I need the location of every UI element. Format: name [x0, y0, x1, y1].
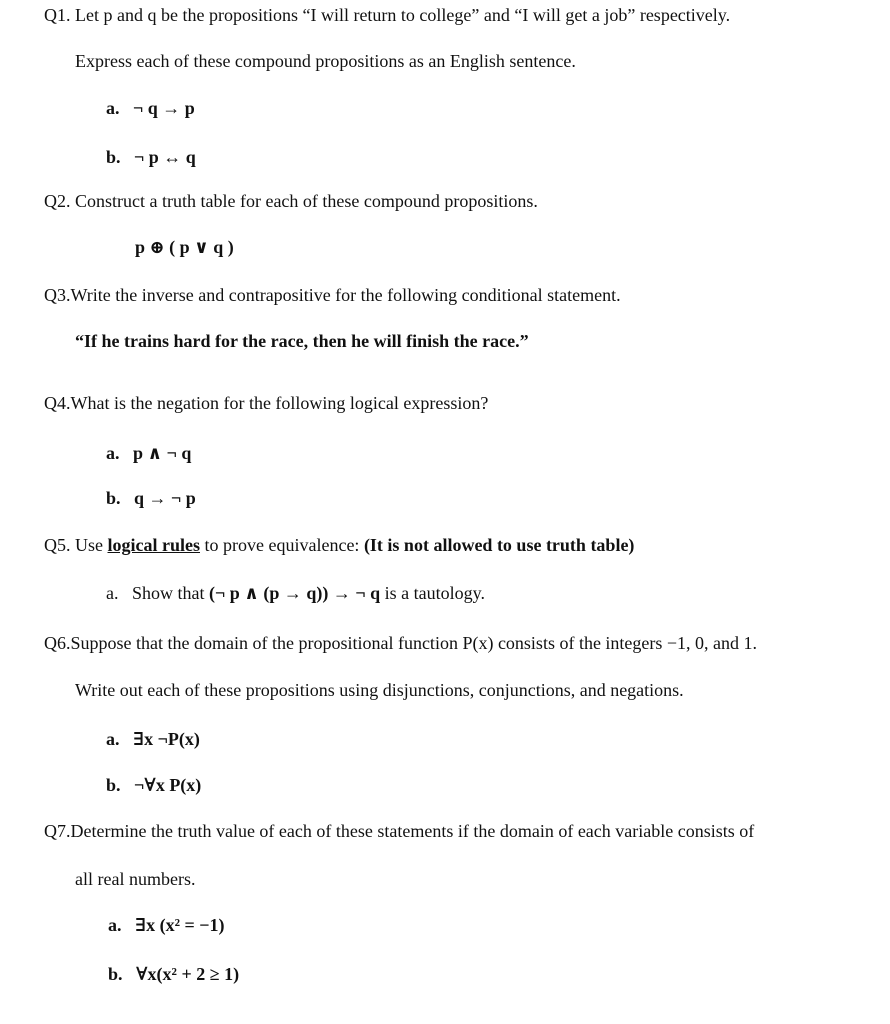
q7-item-a [108, 914, 225, 936]
q1-a-label: a. [106, 98, 120, 118]
q6-item-b [106, 774, 201, 796]
q4-a-expression: p ∧ ¬ q [133, 443, 192, 463]
q4-item-b [106, 487, 196, 509]
q5-a-show: Show that [132, 583, 210, 603]
q6-text: Q6.Suppose that the domain of the propositional function P(x) consists of the integers −1, 0, and 1. [44, 633, 758, 653]
q6-b-label: b. [106, 775, 121, 795]
q6-a-label: a. [106, 729, 120, 749]
q1-b-label: b. [106, 147, 121, 167]
q3-statement: “If he trains hard for the race, then he will finish the race.” [75, 331, 529, 351]
q4-b-label: b. [106, 488, 121, 508]
q5-a-tail: is a tautology. [380, 583, 485, 603]
q7-b-label: b. [108, 964, 123, 984]
q6-b-expression: ¬∀x P(x) [134, 775, 202, 795]
q4-b-expression: q → ¬ p [134, 488, 196, 508]
q7-a-expression: ∃x (x² = −1) [135, 915, 225, 935]
q1-instruction: Express each of these compound propositions as an English sentence. [75, 51, 576, 71]
q5-a-label: a. [106, 583, 119, 603]
q7-a-label: a. [108, 915, 122, 935]
q4-text: Q4.What is the negation for the following logical expression? [44, 393, 489, 413]
q7-b-expression: ∀x(x² + 2 ≥ 1) [136, 964, 240, 984]
q5-note: (It is not allowed to use truth table) [363, 535, 635, 555]
q5-prefix: Q5. Use [44, 535, 108, 555]
q2-expression: p ⊕ ( p ∨ q ) [135, 237, 234, 257]
q5-text [44, 534, 634, 556]
q1-item-a [106, 97, 195, 119]
q4-a-label: a. [106, 443, 120, 463]
q1-a-expression: ¬ q → p [133, 98, 195, 118]
q6-a-expression: ∃x ¬P(x) [133, 729, 200, 749]
q6-item-a [106, 728, 200, 750]
q1-item-b [106, 146, 196, 168]
q7-item-b [108, 963, 239, 985]
q5-a-expression: (¬ p ∧ (p → q)) → ¬ q [209, 583, 381, 603]
q7-text: Q7.Determine the truth value of each of these statements if the domain of each variable consists of [44, 821, 755, 841]
q5-item-a [106, 582, 485, 604]
q1-text: Q1. Let p and q be the propositions “I will return to college” and “I will get a job” respectively. [44, 5, 731, 25]
q6-instruction: Write out each of these propositions using disjunctions, conjunctions, and negations. [75, 680, 684, 700]
q2-text: Q2. Construct a truth table for each of these compound propositions. [44, 191, 538, 211]
q5-logical-rules: logical rules [107, 535, 200, 555]
q4-item-a [106, 442, 191, 464]
q3-text: Q3.Write the inverse and contrapositive for the following conditional statement. [44, 285, 621, 305]
q7-instruction: all real numbers. [75, 869, 196, 889]
q5-middle: to prove equivalence: [200, 535, 364, 555]
q1-b-expression: ¬ p ↔ q [134, 147, 196, 167]
